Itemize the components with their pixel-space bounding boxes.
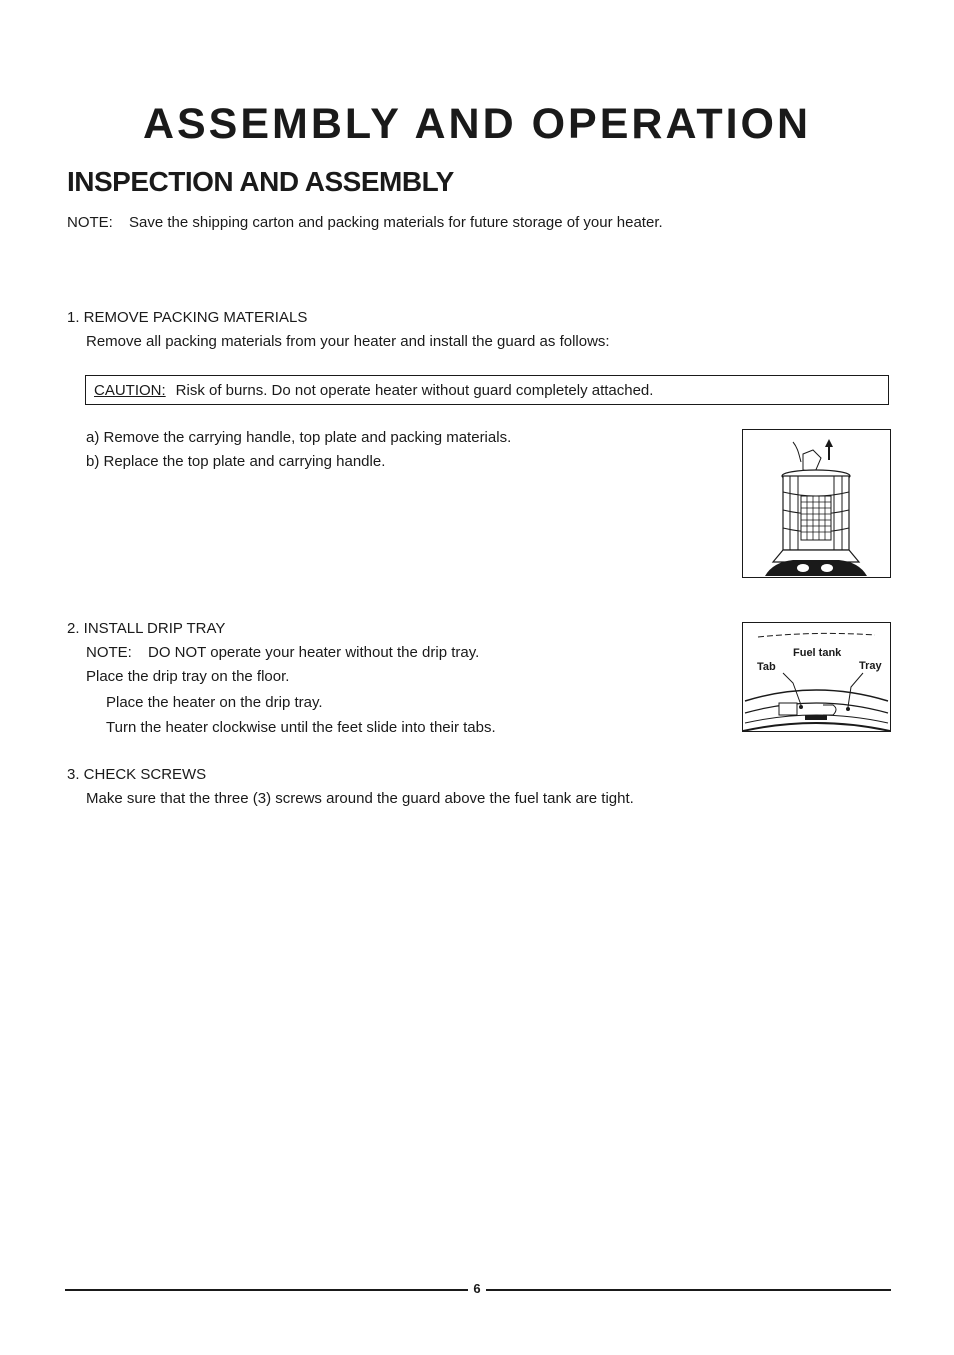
step2-heading: 2. INSTALL DRIP TRAY — [67, 620, 226, 637]
drip-tray-drawing — [743, 623, 890, 731]
section-title: INSPECTION AND ASSEMBLY — [67, 166, 454, 197]
step2-note-label: NOTE: — [86, 644, 132, 661]
fuel-tank-label: Fuel tank — [793, 647, 842, 659]
caution-text: Risk of burns. Do not operate heater without guard completely attached. — [175, 382, 654, 399]
page-title: ASSEMBLY AND OPERATION — [142, 100, 812, 148]
step2-line2: Place the heater on the drip tray. — [106, 694, 323, 711]
tab-label: Tab — [757, 661, 776, 673]
step1-heading: 1. REMOVE PACKING MATERIALS — [67, 309, 308, 326]
page-number: 6 — [468, 1281, 485, 1296]
page-number-wrap — [0, 1281, 954, 1296]
step2-line1: Place the drip tray on the floor. — [86, 668, 290, 685]
intro-note-label: NOTE: — [67, 214, 113, 231]
drip-tray-illustration — [742, 622, 891, 732]
caution-line — [94, 382, 653, 400]
step3-text: Make sure that the three (3) screws around the guard above the fuel tank are tight. — [86, 790, 634, 807]
step2-note-text: DO NOT operate your heater without the drip tray. — [148, 644, 480, 661]
caution-box — [85, 375, 889, 405]
intro-note — [67, 214, 663, 232]
step2-line3: Turn the heater clockwise until the feet slide into their tabs. — [106, 719, 496, 736]
tray-label: Tray — [859, 660, 882, 672]
step3-heading: 3. CHECK SCREWS — [67, 766, 207, 783]
step1-text: Remove all packing materials from your heater and install the guard as follows: — [86, 333, 610, 350]
step2-note — [86, 644, 479, 662]
caution-label: CAUTION: — [94, 382, 166, 399]
intro-note-text: Save the shipping carton and packing materials for future storage of your heater. — [129, 214, 663, 231]
heater-drawing — [743, 430, 890, 577]
step1-sub-a: a) Remove the carrying handle, top plate and packing materials. — [86, 429, 512, 446]
heater-illustration — [742, 429, 891, 578]
step1-sub-b: b) Replace the top plate and carrying handle. — [86, 453, 386, 470]
